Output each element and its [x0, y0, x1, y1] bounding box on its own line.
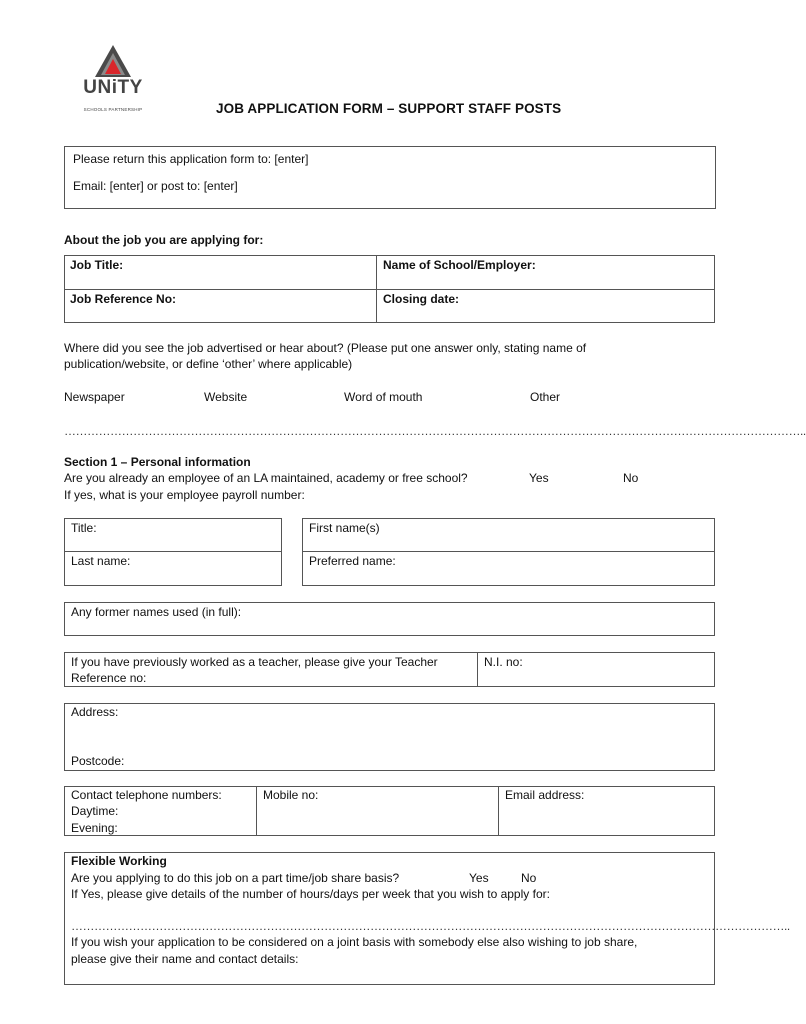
joint-basis-text-cont: please give their name and contact details:	[71, 952, 299, 966]
unity-triangle-icon	[94, 44, 132, 78]
last-name-label: Last name:	[71, 554, 131, 568]
la-question: Are you already an employee of an LA maintained, academy or free school?	[64, 471, 468, 485]
logo-subtitle: SCHOOLS PARTNERSHIP	[83, 107, 143, 112]
address-label: Address:	[71, 705, 119, 719]
la-yes: Yes	[529, 471, 549, 485]
return-line: Please return this application form to: [enter]	[73, 152, 309, 166]
logo-brand: UNiTY	[83, 77, 143, 98]
flexible-question: Are you applying to do this job on a part time/job share basis?	[71, 871, 400, 885]
advert-answer-line: …………………………………………………………………………………………………………………………………………………………………………..	[64, 424, 806, 438]
address-box	[64, 703, 715, 771]
option-other: Other	[530, 390, 561, 404]
la-no: No	[623, 471, 639, 485]
daytime-label: Daytime:	[71, 804, 119, 818]
contact-phone-label: Contact telephone numbers:	[71, 788, 222, 802]
option-newspaper: Newspaper	[64, 390, 125, 404]
flexible-heading: Flexible Working	[71, 854, 167, 868]
first-name-label: First name(s)	[309, 521, 380, 535]
advert-question-cont: publication/website, or define ‘other’ where applicable)	[64, 357, 353, 371]
option-word-of-mouth: Word of mouth	[344, 390, 423, 404]
flexible-details: If Yes, please give details of the number of hours/days per week that you wish to apply for:	[71, 887, 550, 901]
section1-heading: Section 1 – Personal information	[64, 455, 251, 469]
title-lastname-box	[64, 518, 282, 586]
ni-label: N.I. no:	[484, 655, 523, 669]
payroll-question: If yes, what is your employee payroll number:	[64, 488, 305, 502]
advert-question: Where did you see the job advertised or hear about? (Please put one answer only, stating name of	[64, 341, 587, 355]
title-label: Title:	[71, 521, 97, 535]
return-email-line: Email: [enter] or post to: [enter]	[73, 179, 238, 193]
teacher-ref-label: If you have previously worked as a teacher, please give your Teacher	[71, 655, 438, 669]
job-section-heading: About the job you are applying for:	[64, 233, 264, 247]
option-website: Website	[204, 390, 248, 404]
preferred-name-label: Preferred name:	[309, 554, 396, 568]
flexible-answer-line: ……………………………………………………………………………………………………………………………………………………………………..	[71, 919, 790, 933]
school-employer-label: Name of School/Employer:	[383, 258, 536, 272]
former-names-label: Any former names used (in full):	[71, 605, 242, 619]
postcode-label: Postcode:	[71, 754, 125, 768]
page-title: JOB APPLICATION FORM – SUPPORT STAFF POSTS	[216, 101, 562, 116]
unity-logo	[78, 44, 148, 110]
closing-date-label: Closing date:	[383, 292, 460, 306]
joint-basis-text: If you wish your application to be considered on a joint basis with somebody else also wishing to job share,	[71, 935, 638, 949]
flexible-no: No	[521, 871, 537, 885]
flexible-yes: Yes	[469, 871, 489, 885]
mobile-label: Mobile no:	[263, 788, 319, 802]
email-label: Email address:	[505, 788, 585, 802]
teacher-ref-label-cont: Reference no:	[71, 671, 147, 685]
evening-label: Evening:	[71, 821, 118, 835]
job-title-label: Job Title:	[70, 258, 124, 272]
job-ref-label: Job Reference No:	[70, 292, 177, 306]
